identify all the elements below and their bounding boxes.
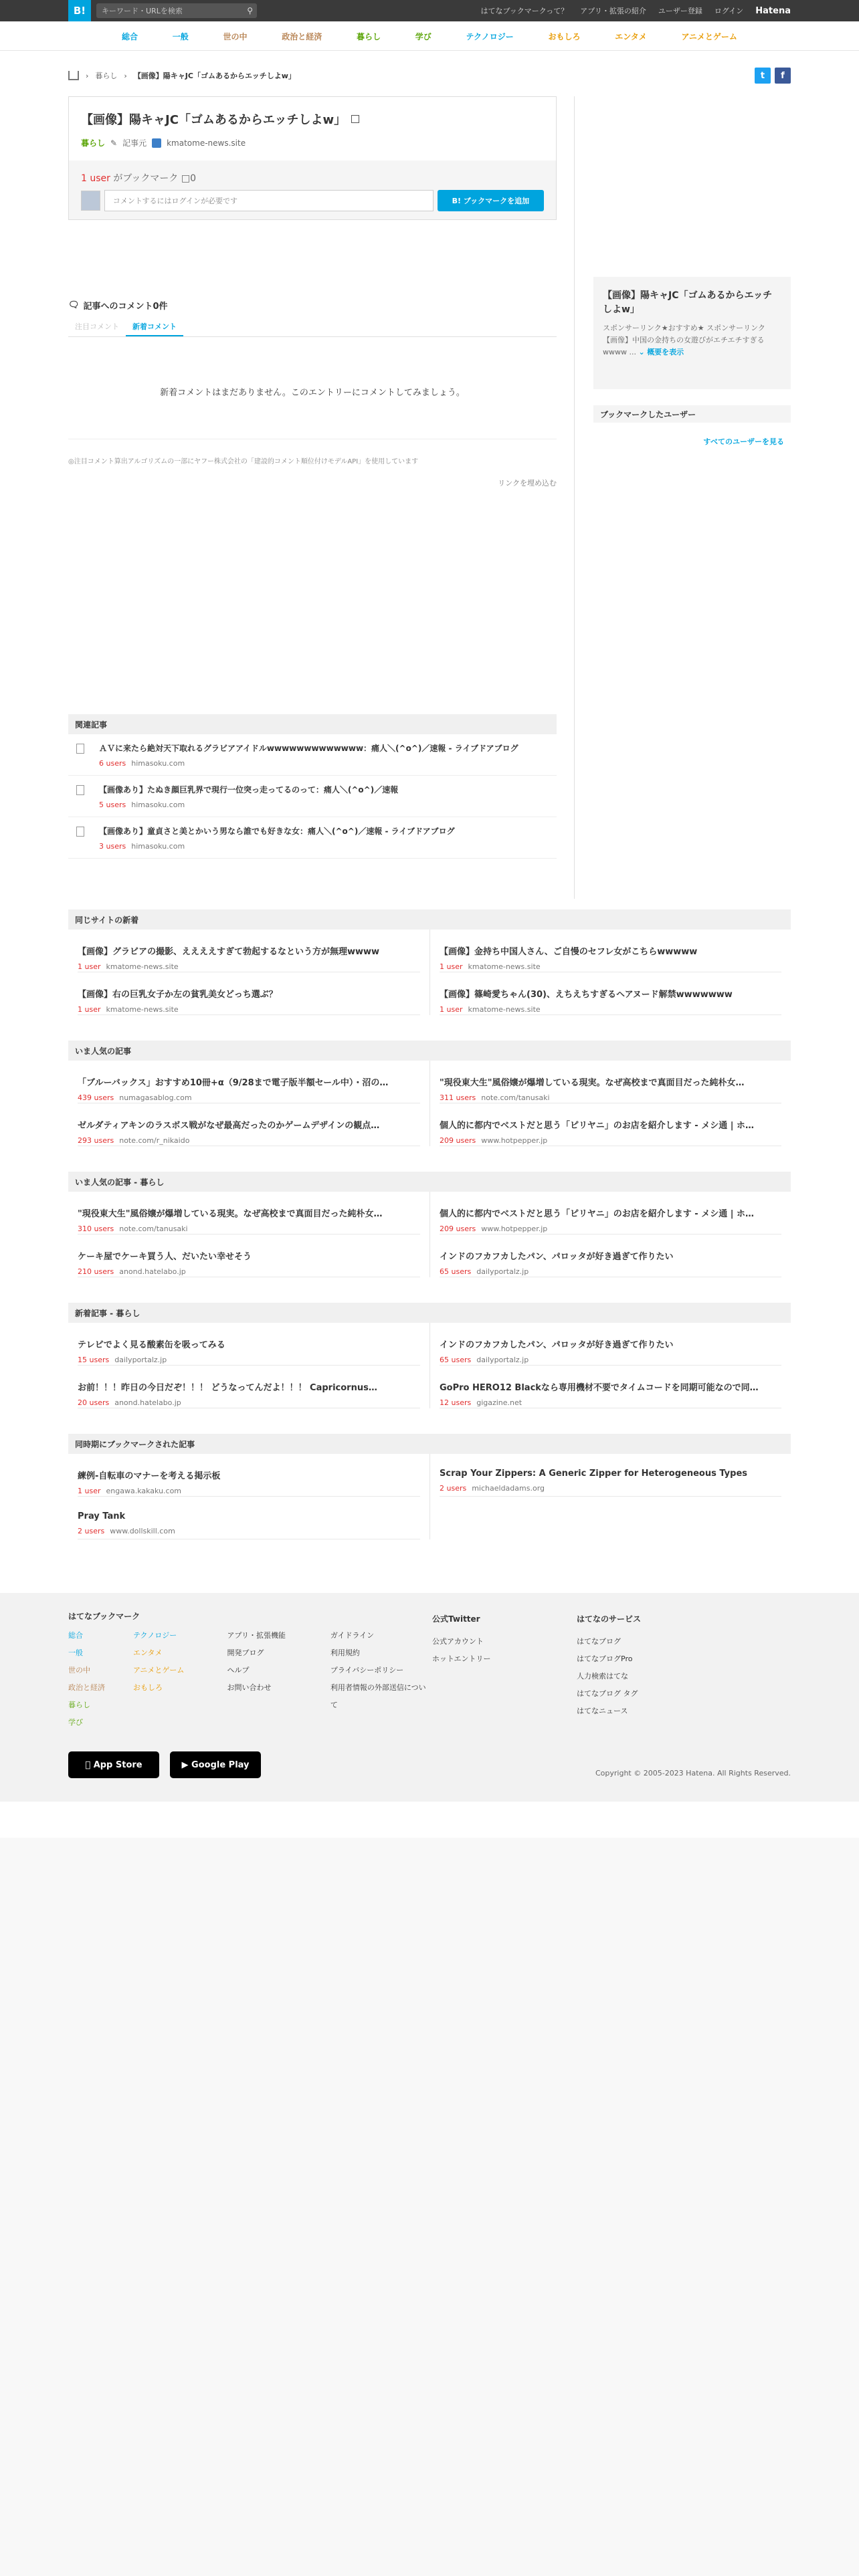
popular-heading: いま人気の記事 [68,1041,791,1061]
nav-general[interactable]: 総合 [122,31,138,41]
comment-icon: □ [181,173,191,184]
hatena-bookmark-logo[interactable]: B! [68,0,91,21]
empty-comments-message: 新着コメントはまだありません。このエントリーにコメントしてみましょう。 [160,388,465,398]
header-link-register[interactable]: ユーザー登録 [658,7,702,15]
services-heading: はてなのサービス [577,1614,642,1624]
add-bookmark-button[interactable]: B! ブックマークを追加 [438,190,544,211]
list-item[interactable] [78,1192,420,1235]
users-count[interactable]: 6 users [99,759,126,768]
related-title[interactable]: 【画像あり】童貞さと美とかいう男なら誰でも好きな女：痛人＼(^o^)／速報 - ライブドアブログ [99,827,455,836]
embed-link[interactable]: リンクを埋め込む [498,479,557,488]
comment-input[interactable]: コメントするにはログインが必要です [104,190,434,211]
users-count[interactable]: 439 users [78,1093,114,1102]
list-item[interactable] [78,1497,420,1539]
domain[interactable]: dailyportalz.jp [476,1267,529,1276]
domain[interactable]: dailyportalz.jp [476,1356,529,1364]
item-title[interactable]: 「ブルーバックス」おすすめ10冊+α（9/28まで電子版半額セール中）・沼の… [78,1078,389,1088]
footer-link[interactable]: ヘルプ [227,1666,250,1675]
users-count[interactable]: 20 users [78,1398,110,1407]
search-icon[interactable]: ⚲ [247,6,253,15]
users-count[interactable]: 2 users [440,1484,467,1493]
domain[interactable]: gigazine.net [476,1398,522,1407]
item-title[interactable]: Scrap Your Zippers: A Generic Zipper for Heterogeneous Types [440,1469,748,1479]
users-count[interactable]: 5 users [99,800,126,809]
entry-title[interactable]: 【画像】陽キャJC「ゴムあるからエッチしよw」 [81,113,347,127]
item-title[interactable]: 【画像】グラビアの撮影、ええええすぎて勃起するなという方が無理wwww [78,947,380,957]
list-item[interactable] [78,1061,420,1103]
popular-section [68,1041,791,1146]
global-header [0,0,859,21]
related-title[interactable]: ＡＶに来たら絶対天下取れるグラビアアイドルwwwwwwwwwwwww：痛人＼(^o^)／速報 - ライブドアブログ [99,744,518,753]
footer-link[interactable]: 世の中 [68,1666,90,1675]
header-link-login[interactable]: ログイン [714,7,744,15]
domain[interactable]: note.com/tanusaki [119,1224,188,1233]
item-title[interactable]: Pray Tank [78,1511,126,1521]
copyright: Copyright © 2005-2023 Hatena. All Rights Reserved. [595,1769,791,1778]
new-life-section [68,1303,791,1408]
users-count[interactable]: 65 users [440,1356,472,1364]
page-background [0,1838,859,2576]
list-item[interactable] [68,776,557,817]
chevron-down-icon[interactable]: ⌄ [638,348,645,356]
item-title[interactable]: ゼルダティアキンのラスボス戦がなぜ最高だったのかゲームデザインの観点… [78,1121,380,1131]
footer-link[interactable]: はてなブログPro [577,1654,633,1663]
avatar [81,191,100,211]
bookmark-users-heading: ブックマークしたユーザー [593,405,791,423]
list-item[interactable] [78,1103,420,1146]
users-count[interactable]: 310 users [78,1224,114,1233]
footer-link[interactable]: アプリ・拡張機能 [227,1631,286,1640]
breadcrumb-category[interactable]: 暮らし [95,72,118,80]
domain[interactable]: note.com/tanusaki [481,1093,550,1102]
domain[interactable]: kmatome-news.site [468,1005,541,1014]
entry-summary-box [593,277,791,389]
footer-link[interactable]: エンタメ [132,1648,163,1657]
list-item[interactable] [440,1323,781,1366]
see-all-users-link[interactable]: すべてのユーザーを見る [703,437,784,446]
footer-link[interactable]: 政治と経済 [68,1683,105,1692]
document-icon [76,827,84,837]
domain[interactable]: dailyportalz.jp [114,1356,167,1364]
footer-link[interactable]: はてなブログ タグ [577,1689,638,1698]
footer-link[interactable]: アニメとゲーム [132,1666,185,1675]
domain[interactable]: himasoku.com [131,800,185,809]
nav-it[interactable]: テクノロジー [466,31,514,41]
list-item[interactable] [440,1235,781,1277]
edit-icon[interactable]: ✎ [110,138,118,148]
chevron-right-icon: › [86,71,89,80]
facebook-share-icon[interactable]: f [775,68,791,84]
users-count[interactable]: 1 user [78,1005,101,1014]
twitter-share-icon[interactable]: t [755,68,771,84]
apple-icon [88,1759,91,1770]
users-count[interactable]: 210 users [78,1267,114,1276]
domain[interactable]: www.hotpepper.jp [481,1224,548,1233]
same-site-section [68,909,791,1015]
same-time-heading: 同時期にブックマークされた記事 [68,1434,791,1454]
same-site-heading: 同じサイトの新着 [68,909,791,930]
domain[interactable]: anond.hatelabo.jp [114,1398,181,1407]
app-store-badge[interactable] [68,1751,159,1778]
list-item[interactable] [78,972,420,1015]
footer-link[interactable]: 暮らし [68,1701,90,1709]
google-play-badge[interactable] [170,1751,261,1778]
users-count[interactable]: 65 users [440,1267,472,1276]
header-link-apps[interactable]: アプリ・拡張の紹介 [580,7,646,15]
list-item[interactable] [78,1366,420,1408]
footer-link[interactable]: 一般 [68,1648,83,1657]
nav-entertainment[interactable]: エンタメ [615,31,647,41]
footer-link[interactable]: おもしろ [132,1683,163,1692]
show-summary-link[interactable]: 概要を表示 [647,348,684,356]
list-item[interactable] [440,1454,781,1497]
related-title[interactable]: 【画像あり】たぬき顔巨乳界で現行一位突っ走ってるのって：痛人＼(^o^)／速報 [99,785,399,794]
bookmark-users-count[interactable]: 1 user [81,173,110,184]
search-placeholder: キーワード・URLを検索 [102,7,183,15]
nav-life[interactable]: 暮らし [357,31,381,41]
item-title[interactable]: お前！！！昨日の今日だぞ！！！ どうなってんだよ！！！ Capricornus… [78,1383,377,1393]
users-count[interactable]: 15 users [78,1356,110,1364]
footer-heading: はてなブックマーク [68,1612,140,1621]
new-life-heading: 新着記事 - 暮らし [68,1303,791,1323]
item-title[interactable]: ケーキ屋でケーキ買う人、だいたい幸せそう [78,1252,252,1262]
footer-link[interactable]: テクノロジー [132,1631,177,1640]
item-title[interactable]: 【画像】篠崎愛ちゃん(30)、えちえちすぎるヘアヌード解禁wwwwwww [440,990,733,1000]
entry-category[interactable]: 暮らし [81,138,106,148]
tab-new-comments[interactable]: 新着コメント [126,321,183,336]
search-input[interactable] [96,3,257,18]
popular-life-section [68,1172,791,1277]
footer-link[interactable]: 公式アカウント [432,1637,484,1646]
twitter-heading: 公式Twitter [432,1614,480,1624]
source-label: 記事元 [122,138,147,148]
list-item[interactable] [78,930,420,972]
footer-link[interactable]: 総合 [68,1631,83,1640]
list-item[interactable] [78,1323,420,1366]
domain[interactable]: anond.hatelabo.jp [119,1267,186,1276]
footer-link[interactable]: 学び [68,1718,83,1727]
users-count[interactable]: 209 users [440,1136,476,1145]
list-item[interactable] [440,930,781,972]
nav-ippan[interactable]: 一般 [172,31,189,41]
domain[interactable]: www.hotpepper.jp [481,1136,548,1145]
domain[interactable]: kmatome-news.site [106,1005,179,1014]
domain[interactable]: www.dollskill.com [110,1527,175,1535]
users-count[interactable]: 1 user [440,962,463,971]
footer-link[interactable]: お問い合わせ [227,1683,272,1692]
breadcrumb-current: 【画像】陽キャJC「ゴムあるからエッチしよw」 [133,72,296,80]
list-item[interactable] [440,1366,781,1408]
list-item[interactable] [68,734,557,776]
footer-link[interactable]: ガイドライン [330,1631,375,1640]
users-count[interactable]: 2 users [78,1527,105,1535]
list-item[interactable] [440,972,781,1015]
document-icon [76,785,84,795]
users-count[interactable]: 1 user [440,1005,463,1014]
comments-heading: 記事へのコメント0件 [83,302,168,312]
document-icon [76,744,84,754]
summary-text: スポンサーリンク★おすすめ★ スポンサーリンク 【画像】中国の金持ちの女遊びがエチエチすぎるwwww ... [602,324,765,356]
speech-bubble-icon: 🗨 [68,300,80,310]
item-title[interactable]: 練例-自転車のマナーを考える掲示板 [78,1471,221,1481]
nav-game[interactable]: アニメとゲーム [681,31,737,41]
popular-life-heading: いま人気の記事 - 暮らし [68,1172,791,1192]
related-heading: 関連記事 [68,714,557,734]
bookmark-label: がブックマーク [113,173,179,184]
list-item[interactable] [68,817,557,859]
footer-link[interactable]: ホットエントリー [432,1654,491,1663]
summary-title: 【画像】陽キャJC「ゴムあるからエッチしよw」 [602,290,773,315]
users-count[interactable]: 3 users [99,842,126,851]
chevron-right-icon: › [124,71,127,80]
breadcrumb [68,62,791,90]
nav-society[interactable]: 世の中 [223,31,248,41]
domain[interactable]: michaeldadams.org [472,1484,545,1493]
footer-link[interactable]: 人力検索はてな [577,1672,628,1681]
list-item[interactable] [440,1061,781,1103]
related-articles [68,714,557,859]
entry-card [68,96,557,220]
header-link-about[interactable]: はてなブックマークって？ [480,7,569,15]
comments-note: ◎注目コメント算出アルゴリズムの一部にヤフー株式会社の「建設的コメント順位付けモデルAPI」を使用しています [68,439,557,465]
item-title[interactable]: "現役東大生"風俗嬢が爆増している現実。なぜ高校まで真面目だった純朴女… [440,1078,745,1088]
footer-link[interactable]: はてなブログ [577,1637,621,1646]
domain[interactable]: numagasablog.com [119,1093,192,1102]
footer-link[interactable]: 利用者情報の外部送信について [330,1683,426,1709]
item-title[interactable]: "現役東大生"風俗嬢が爆増している現実。なぜ高校まで真面目だった純朴女… [78,1209,383,1219]
list-item[interactable] [78,1235,420,1277]
domain[interactable]: kmatome-news.site [106,962,179,971]
footer [0,1593,859,1802]
item-title[interactable]: 個人的に都内でベストだと思う「ピリヤニ」のお店を紹介します - メシ通 | ホ… [440,1121,754,1131]
site-favicon-icon [152,138,161,148]
item-title[interactable]: インドのフカフカしたパン、パロッタが好き過ぎて作りたい [440,1252,674,1262]
item-title[interactable]: インドのフカフカしたパン、パロッタが好き過ぎて作りたい [440,1340,674,1350]
users-count[interactable]: 311 users [440,1093,476,1102]
nav-politics[interactable]: 政治と経済 [282,31,322,41]
item-title[interactable]: 【画像】金持ち中国人さん、ご自慢のセフレ女がこちらwwwww [440,947,698,957]
play-icon: ▶ [181,1759,192,1770]
domain[interactable]: kmatome-news.site [468,962,541,971]
tab-popular-comments[interactable]: 注目コメント [75,322,119,331]
footer-link[interactable]: 利用規約 [330,1648,360,1657]
users-count[interactable]: 209 users [440,1224,476,1233]
users-count[interactable]: 1 user [78,1487,101,1495]
google-play-label: Google Play [191,1759,250,1770]
item-title[interactable]: 個人的に都内でベストだと思う「ピリヤニ」のお店を紹介します - メシ通 | ホ… [440,1209,754,1219]
column-divider [574,96,575,899]
footer-link[interactable]: プライバシーポリシー [330,1666,404,1675]
nav-knowledge[interactable]: 学び [415,31,432,41]
list-item[interactable] [78,1454,420,1497]
users-count[interactable]: 293 users [78,1136,114,1145]
category-nav [0,21,859,51]
nav-fun[interactable]: おもしろ [548,31,581,41]
domain[interactable]: note.com/r_nikaido [119,1136,190,1145]
item-title[interactable]: テレビでよく見る酸素缶を吸ってみる [78,1340,225,1350]
list-item[interactable] [440,1103,781,1146]
app-store-label: App Store [90,1759,140,1770]
footer-link[interactable]: 開発ブログ [227,1648,264,1657]
domain[interactable]: himasoku.com [131,759,185,768]
domain[interactable]: himasoku.com [131,842,185,851]
home-icon[interactable] [68,71,79,80]
same-time-section [68,1434,791,1539]
footer-link[interactable]: はてなニュース [577,1707,628,1715]
list-item[interactable] [440,1192,781,1235]
users-count[interactable]: 12 users [440,1398,472,1407]
external-link-icon[interactable] [351,115,359,123]
comment-count: 0 [190,173,196,184]
domain[interactable]: engawa.kakaku.com [106,1487,182,1495]
item-title[interactable]: 【画像】右の巨乳女子か左の貧乳美女どっち選ぶ？ [78,990,278,1000]
users-count[interactable]: 1 user [78,962,101,971]
comments-section [68,299,557,488]
item-title[interactable]: GoPro HERO12 Blackなら専用機材不要でタイムコードを同期可能なので同… [440,1383,759,1393]
hatena-brand[interactable]: Hatena [755,5,791,16]
entry-domain[interactable]: kmatome-news.site [167,138,246,148]
